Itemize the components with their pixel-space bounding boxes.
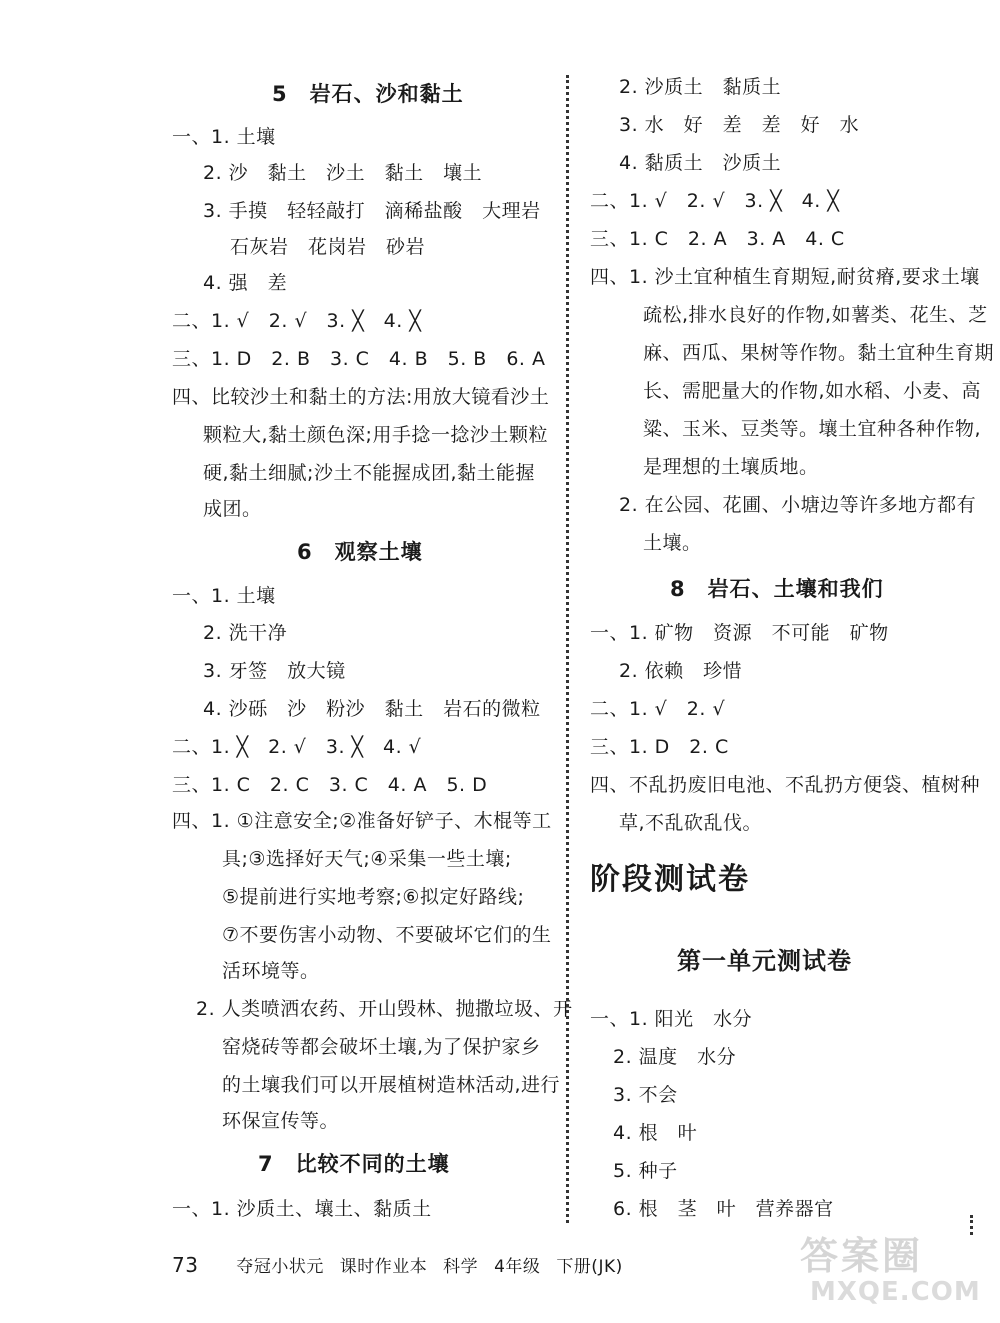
answer-line: 2. 温度 水分 <box>613 1046 737 1068</box>
answer-line: 5. 种子 <box>613 1160 678 1182</box>
answer-line: 4. 根 叶 <box>613 1122 698 1144</box>
answer-line: 环保宣传等。 <box>222 1110 340 1132</box>
answer-line: 2. 在公园、花圃、小塘边等许多地方都有 <box>619 494 977 516</box>
answer-line: 四、比较沙土和黏土的方法:用放大镜看沙土 <box>172 386 550 408</box>
stage-test-title: 阶段测试卷 <box>590 862 750 897</box>
answer-line: 土壤。 <box>643 532 702 554</box>
answer-line: 2. 沙质土 黏质土 <box>619 76 782 98</box>
answer-line: 二、1. ╳ 2. √ 3. ╳ 4. √ <box>172 736 422 758</box>
answer-line: 3. 水 好 差 差 好 水 <box>619 114 860 136</box>
answer-line: 一、1. 沙质土、壤土、黏质土 <box>172 1198 432 1220</box>
answer-line: 3. 手摸 轻轻敲打 滴稀盐酸 大理岩 <box>203 200 541 222</box>
answer-line: 成团。 <box>203 498 262 520</box>
answer-line: 4. 黏质土 沙质土 <box>619 152 782 174</box>
answer-line: 麻、西瓜、果树等作物。黏土宜种生育期 <box>643 342 995 364</box>
answer-line: 长、需肥量大的作物,如水稻、小麦、高 <box>643 380 982 402</box>
answer-line: 四、1. ①注意安全;②准备好铲子、木棍等工 <box>172 810 552 832</box>
watermark <box>800 1225 990 1320</box>
watermark-url: MXQE.COM <box>810 1277 981 1307</box>
answer-line: 6. 根 茎 叶 营养器官 <box>613 1198 834 1220</box>
section-title-8: 8 岩石、土壤和我们 <box>670 577 884 601</box>
answer-line: 三、1. C 2. C 3. C 4. A 5. D <box>172 774 488 796</box>
answer-line: 具;③选择好天气;④采集一些土壤; <box>222 848 512 870</box>
answer-line: 一、1. 矿物 资源 不可能 矿物 <box>590 622 889 644</box>
answer-line: 三、1. C 2. A 3. A 4. C <box>590 228 845 250</box>
answer-line: 2. 沙 黏土 沙土 黏土 壤土 <box>203 162 483 184</box>
answer-line: 2. 依赖 珍惜 <box>619 660 743 682</box>
answer-line: ⑤提前进行实地考察;⑥拟定好路线; <box>222 886 525 908</box>
answer-line: 硬,黏土细腻;沙土不能握成团,黏土能握 <box>203 462 535 484</box>
answer-line: 2. 洗干净 <box>203 622 288 644</box>
answer-line: 的土壤我们可以开展植树造林活动,进行 <box>222 1074 561 1096</box>
page-number: 73 <box>172 1253 199 1277</box>
answer-line: 2. 人类喷洒农药、开山毁林、抛撒垃圾、开 <box>196 998 573 1020</box>
unit-test-title: 第一单元测试卷 <box>677 946 852 975</box>
answer-line: 活环境等。 <box>222 960 320 982</box>
answer-line: 一、1. 阳光 水分 <box>590 1008 753 1030</box>
answer-line: 草,不乱砍乱伐。 <box>619 812 763 834</box>
answer-line: 粱、玉米、豆类等。壤土宜种各种作物, <box>643 418 982 440</box>
footer-grade: 4年级 <box>494 1257 541 1277</box>
column-divider <box>566 75 569 1223</box>
answer-line: 二、1. √ 2. √ <box>590 698 726 720</box>
answer-line: 四、1. 沙土宜种植生育期短,耐贫瘠,要求土壤 <box>590 266 980 288</box>
answer-line: 四、不乱扔废旧电池、不乱扔方便袋、植树种 <box>590 774 981 796</box>
answer-line: ⑦不要伤害小动物、不要破坏它们的生 <box>222 924 552 946</box>
answer-line: 二、1. √ 2. √ 3. ╳ 4. ╳ <box>172 310 422 332</box>
page-footer <box>172 1252 623 1277</box>
answer-line: 颗粒大,黏土颜色深;用手捻一捻沙土颗粒 <box>203 424 548 446</box>
footer-subject: 科学 <box>443 1257 479 1277</box>
answer-line: 4. 沙砾 沙 粉沙 黏土 岩石的微粒 <box>203 698 541 720</box>
answer-line: 三、1. D 2. B 3. C 4. B 5. B 6. A <box>172 348 546 370</box>
answer-line: 石灰岩 花岗岩 砂岩 <box>230 236 426 258</box>
answer-line: 一、1. 土壤 <box>172 126 276 148</box>
answer-line: 一、1. 土壤 <box>172 585 276 607</box>
answer-line: 三、1. D 2. C <box>590 736 729 758</box>
watermark-logo-text: 答案圈 <box>800 1234 924 1278</box>
section-title-7: 7 比较不同的土壤 <box>258 1152 450 1176</box>
answer-line: 3. 牙签 放大镜 <box>203 660 346 682</box>
footer-volume: 下册(JK) <box>556 1257 623 1277</box>
section-title-6: 6 观察土壤 <box>297 540 423 564</box>
footer-brand: 夺冠小状元 <box>236 1257 324 1277</box>
answer-line: 窑烧砖等都会破坏土壤,为了保护家乡 <box>222 1036 541 1058</box>
answer-line: 4. 强 差 <box>203 272 288 294</box>
answer-line: 疏松,排水良好的作物,如薯类、花生、芝 <box>643 304 988 326</box>
section-title-5: 5 岩石、沙和黏土 <box>272 82 464 106</box>
answer-line: 3. 不会 <box>613 1084 678 1106</box>
answer-line: 是理想的土壤质地。 <box>643 456 819 478</box>
footer-book: 课时作业本 <box>339 1257 428 1277</box>
answer-line: 二、1. √ 2. √ 3. ╳ 4. ╳ <box>590 190 840 212</box>
